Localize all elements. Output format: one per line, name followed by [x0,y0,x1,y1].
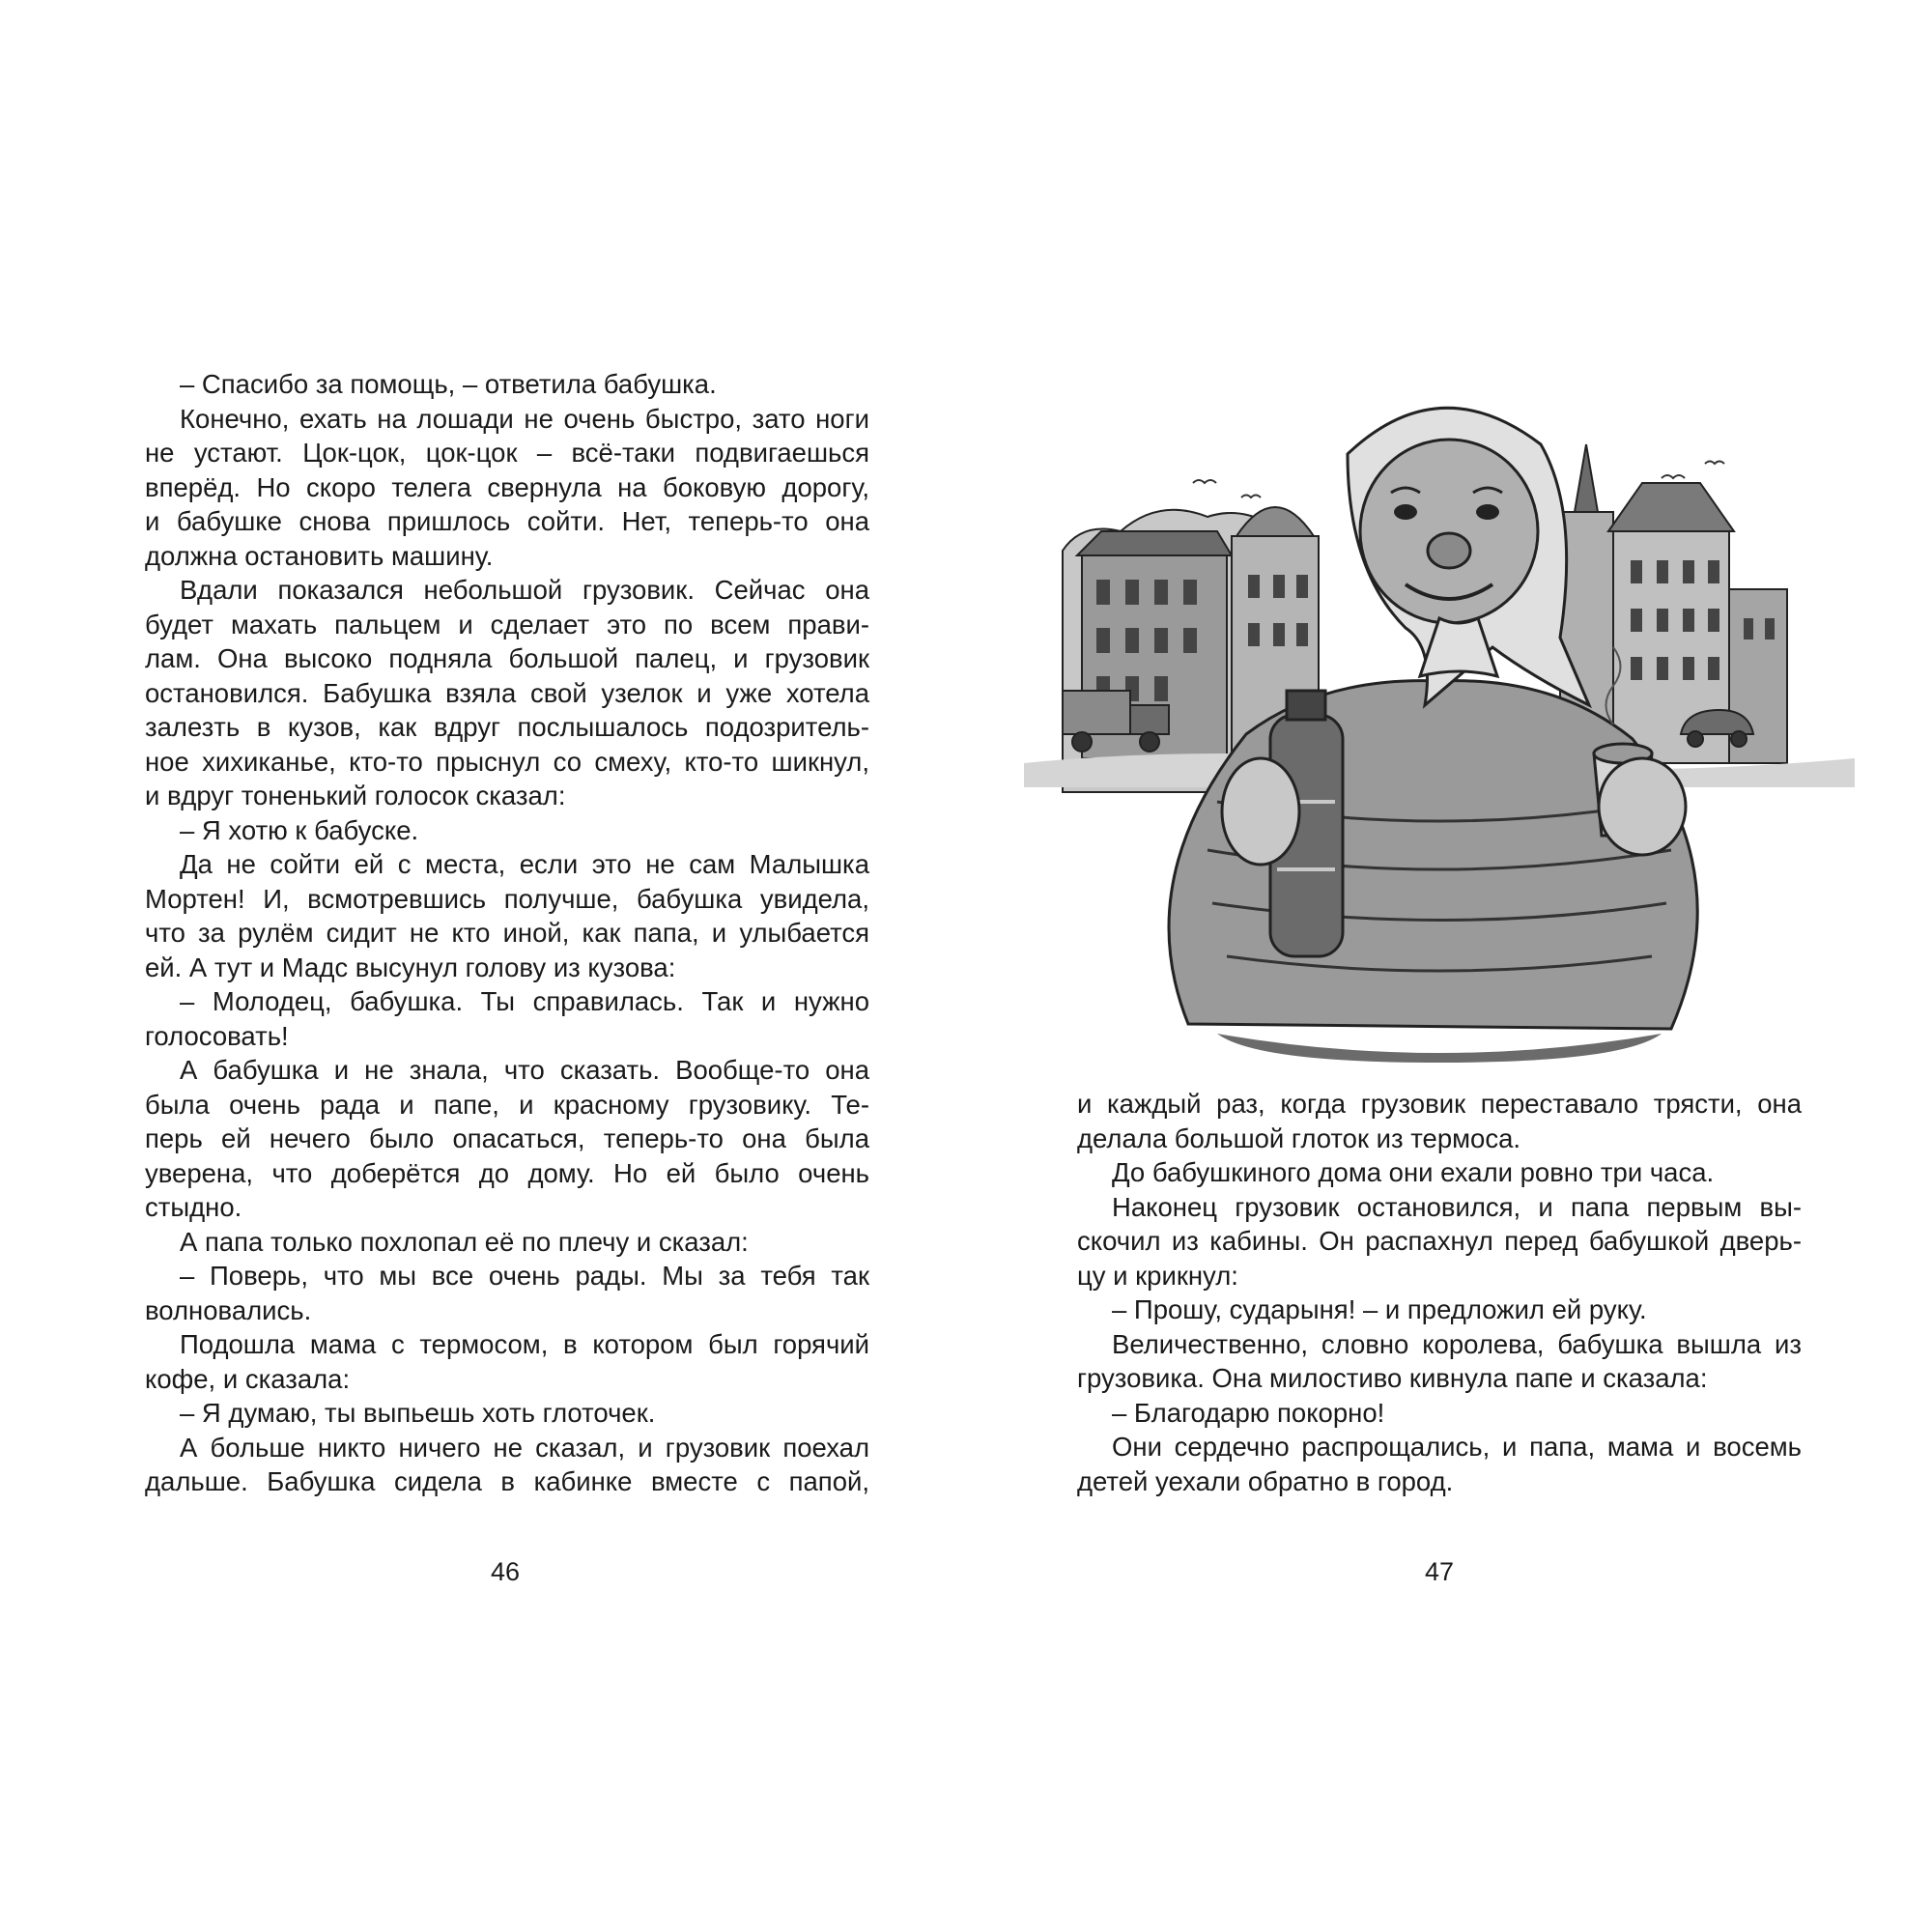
text-line: Подошла мама с термосом, в котором был горячий [180,1329,869,1359]
text-line: – Благодарю покорно! [1112,1397,1385,1428]
text-line: А больше никто ничего не сказал, и грузовик поехал [180,1432,869,1463]
text-line: уверена, что доберётся до дому. Но ей было очень [145,1157,869,1188]
text-line: была очень рада и папе, и красному грузовику. Те- [145,1089,869,1120]
text-line: скочил из кабины. Он распахнул перед бабушкой дверь- [1077,1226,1802,1256]
text-line: Конечно, ехать на лошади не очень быстро, зато ноги [180,403,869,434]
text-line: цу и крикнул: [1077,1260,1238,1291]
text-line: кофе, и сказала: [145,1363,351,1394]
page-number-left: 46 [490,1557,521,1586]
text-line: лам. Она высоко подняла большой палец, и грузовик [145,643,869,673]
text-line: Они сердечно распрощались, и папа, мама и восемь [1112,1432,1802,1462]
text-line: залезть в кузов, как вдруг послышалось подозритель- [145,712,869,742]
text-line: детей уехали обратно в город. [1077,1465,1454,1496]
text-line: волновались. [145,1294,312,1325]
left-page-text [145,367,869,1499]
text-line: – Молодец, бабушка. Ты справилась. Так и нужно [180,986,869,1016]
text-line: и вдруг тоненький голосок сказал: [145,781,566,810]
text-line: Вдали показался небольшой грузовик. Сейчас она [180,575,869,605]
text-line: и каждый раз, когда грузовик переставало трясти, она [1077,1089,1802,1119]
text-line: ей. А тут и Мадс высунул голову из кузова: [145,952,676,982]
text-line: А бабушка и не знала, что сказать. Вообще-то она [180,1055,869,1085]
right-page-text [1077,1087,1802,1498]
text-line: делала большой глоток из термоса. [1077,1122,1521,1153]
text-line: Мортен! И, всмотревшись получше, бабушка увидела, [145,883,869,914]
text-line: – Спасибо за помощь, – ответила бабушка. [180,369,717,399]
text-line: Величественно, словно королева, бабушка вышла из [1112,1328,1802,1359]
text-line: и бабушке снова пришлось сойти. Нет, теперь-то она [145,506,869,536]
text-line: остановился. Бабушка взяла свой узелок и уже хотела [145,677,869,708]
text-line: Наконец грузовик остановился, и папа первым вы- [1112,1191,1802,1222]
text-line: – Поверь, что мы все очень рады. Мы за тебя так [180,1261,869,1291]
text-line: – Я думаю, ты выпьешь хоть глоточек. [180,1398,656,1428]
grandmother-illustration [1024,367,1855,1063]
text-line: Да не сойти ей с места, если это не сам Малышка [180,849,869,879]
text-line: До бабушкиного дома они ехали ровно три часа. [1112,1157,1715,1187]
left-page [145,367,869,1499]
text-line: должна остановить машину. [145,540,494,571]
text-line: голосовать! [145,1020,289,1051]
text-line: дальше. Бабушка сидела в кабинке вместе с папой, [145,1466,869,1496]
text-line: будет махать пальцем и сделает это по всем прави- [145,609,869,639]
text-line: – Прошу, сударыня! – и предложил ей руку. [1112,1294,1647,1324]
text-line: ное хихиканье, кто-то прыснул со смеху, кто-то шикнул, [145,746,869,777]
text-line: грузовика. Она милостиво кивнула папе и сказала: [1077,1363,1708,1393]
text-line: что за рулём сидит не кто иной, как папа, и улыбается [145,918,869,948]
text-line: вперёд. Но скоро телега свернула на боковую дорогу, [145,471,869,502]
right-page [1077,1087,1802,1498]
text-line: – Я хотю к бабуске. [180,814,419,845]
text-line: не устают. Цок-цок, цок-цок – всё-таки подвигаешься [145,438,869,468]
page-number-right: 47 [1424,1557,1455,1586]
text-line: перь ей нечего было опасаться, теперь-то она была [145,1123,869,1153]
text-line: стыдно. [145,1192,242,1222]
text-line: А папа только похлопал её по плечу и сказал: [180,1226,749,1257]
